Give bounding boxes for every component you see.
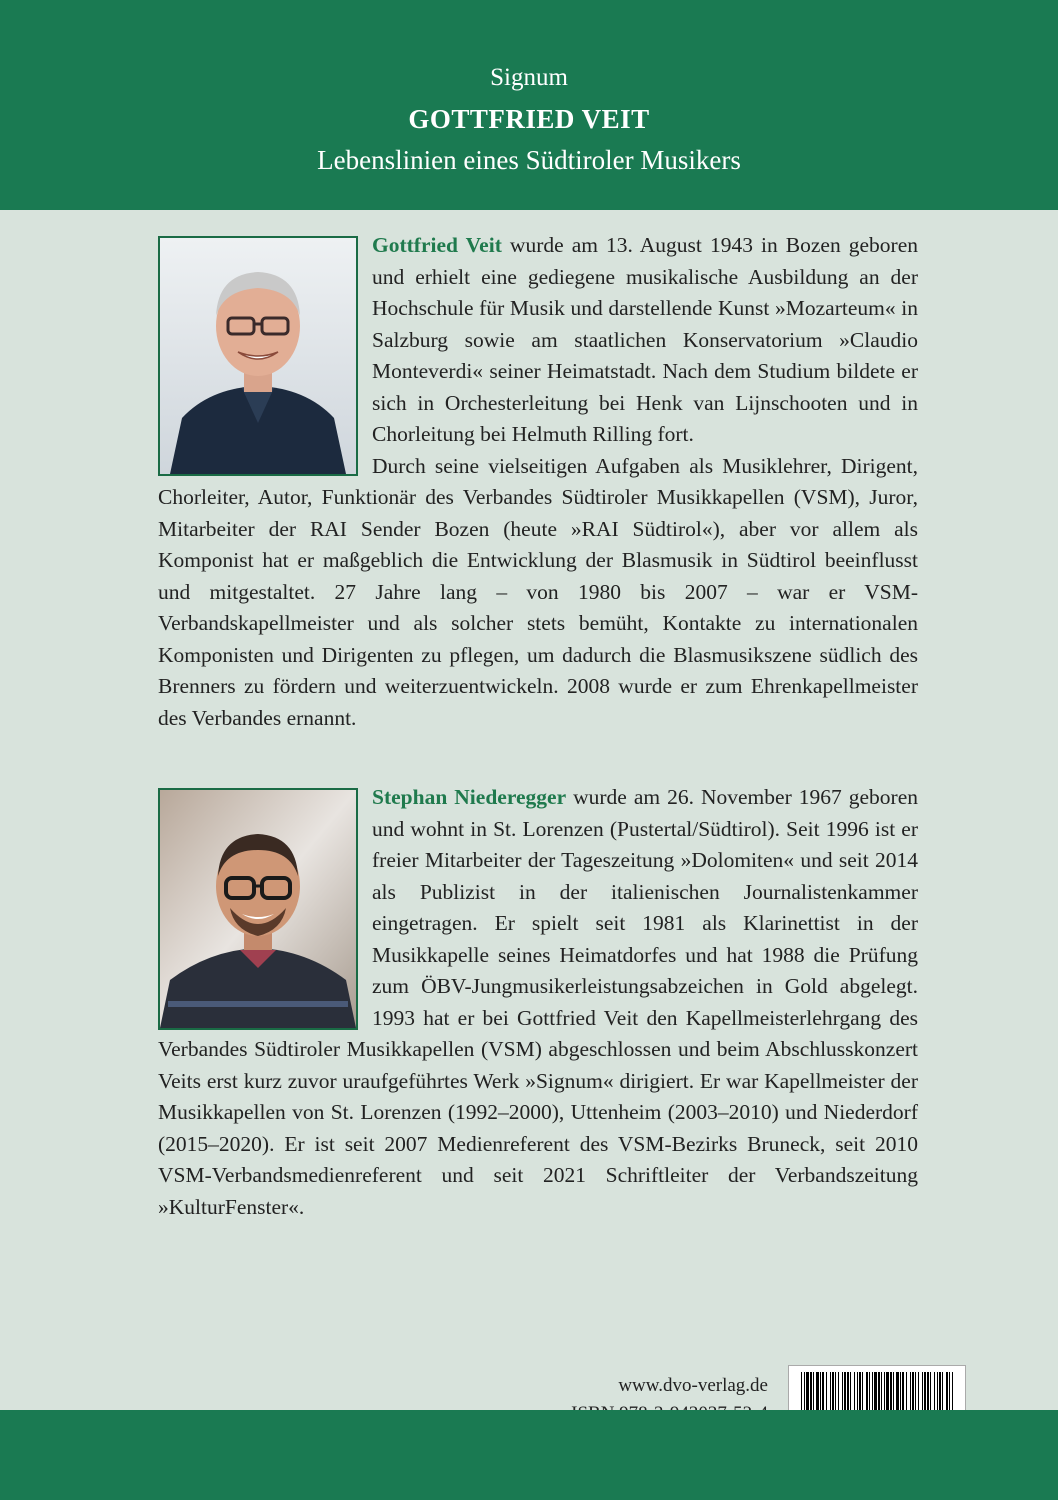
content-panel xyxy=(0,210,1058,1410)
author-name-veit: Gottfried Veit xyxy=(372,233,502,257)
series-title: Signum xyxy=(490,64,568,91)
author-name-niederegger: Stephan Niederegger xyxy=(372,785,567,809)
bio-niederegger-paragraph: Stephan Niederegger wurde am 26. November 1967 geboren und wohnt in St. Lorenzen (Pustertal/Südtirol). Seit 1996 ist er freier Mitarbeiter der Tageszeitung »Dolomiten« und seit 2014 als Publizist in der italienischen Journalistenkammer eingetragen. Er spielt seit 1981 als Klarinettist in der Musikkapelle seines Heimatdorfes und hat 1988 die Prüfung zum ÖBV-Jungmusikerleistungsabzeichen in Gold abgelegt. 1993 hat er bei Gottfried Veit den Kapellmeisterlehrgang des Verbandes Südtiroler Musikkapellen (VSM) abgeschlossen und beim Abschlusskonzert Veits erst kurz zuvor uraufgeführtes Werk »Signum« dirigiert. Er war Kapellmeister der Musikkapellen von St. Lorenzen (1992–2000), Uttenheim (2003–2010) und Niederdorf (2015–2020). Er ist seit 2007 Medienreferent des VSM-Bezirks Bruneck, seit 2010 VSM-Verbandsmedienreferent und seit 2021 Schriftleiter der Verbandszeitung »KulturFenster«. xyxy=(158,785,918,1219)
portrait-veit-image xyxy=(160,238,356,474)
bio-veit-paragraph-2: Durch seine vielseitigen Aufgaben als Musiklehrer, Dirigent, Chorleiter, Autor, Funktionär des Verbandes Südtiroler Musikkapellen (VSM), Juror, Mitarbeiter der RAI Sender Bozen (heute »RAI Südtirol«), aber vor allem als Komponist hat er maßgeblich die Entwicklung der Blasmusik in Südtirol beeinflusst und mitgestaltet. 27 Jahre lang – von 1980 bis 2007 – war er VSM-Verbandskapellmeister und als solcher stets bemüht, Kontakte zu internationalen Komponisten und Dirigenten zu pflegen, um dadurch die Blasmusikszene südlich des Brenners zu fördern und weiterzuentwickeln. 2008 wurde er zum Ehrenkapellmeister des Verbandes ernannt. xyxy=(158,453,918,730)
photo-gottfried-veit xyxy=(158,236,358,476)
book-subtitle: Lebenslinien eines Südtiroler Musikers xyxy=(317,145,741,175)
cover-header xyxy=(0,0,1058,210)
photo-stephan-niederegger xyxy=(158,788,358,1030)
bottom-band xyxy=(0,1410,1058,1500)
portrait-niederegger-image xyxy=(160,790,356,1028)
bio-veit-paragraph-1: Gottfried Veit wurde am 13. August 1943 in Bozen geboren und erhielt eine gediegene musikalische Ausbildung an der Hochschule für Musik und darstellende Kunst »Mozarteum« in Salzburg sowie am staatlichen Konservatorium »Claudio Monteverdi« seiner Heimatstadt. Nach dem Studium bildete er sich in Orchesterleitung bei Henk van Lijnschooten und in Chorleitung bei Helmuth Rilling fort. xyxy=(372,233,919,446)
bio-stephan-niederegger xyxy=(158,782,918,1223)
publisher-website: www.dvo-verlag.de xyxy=(618,1375,768,1396)
bio-gottfried-veit xyxy=(158,230,918,734)
book-title: GOTTFRIED VEIT xyxy=(408,104,650,134)
